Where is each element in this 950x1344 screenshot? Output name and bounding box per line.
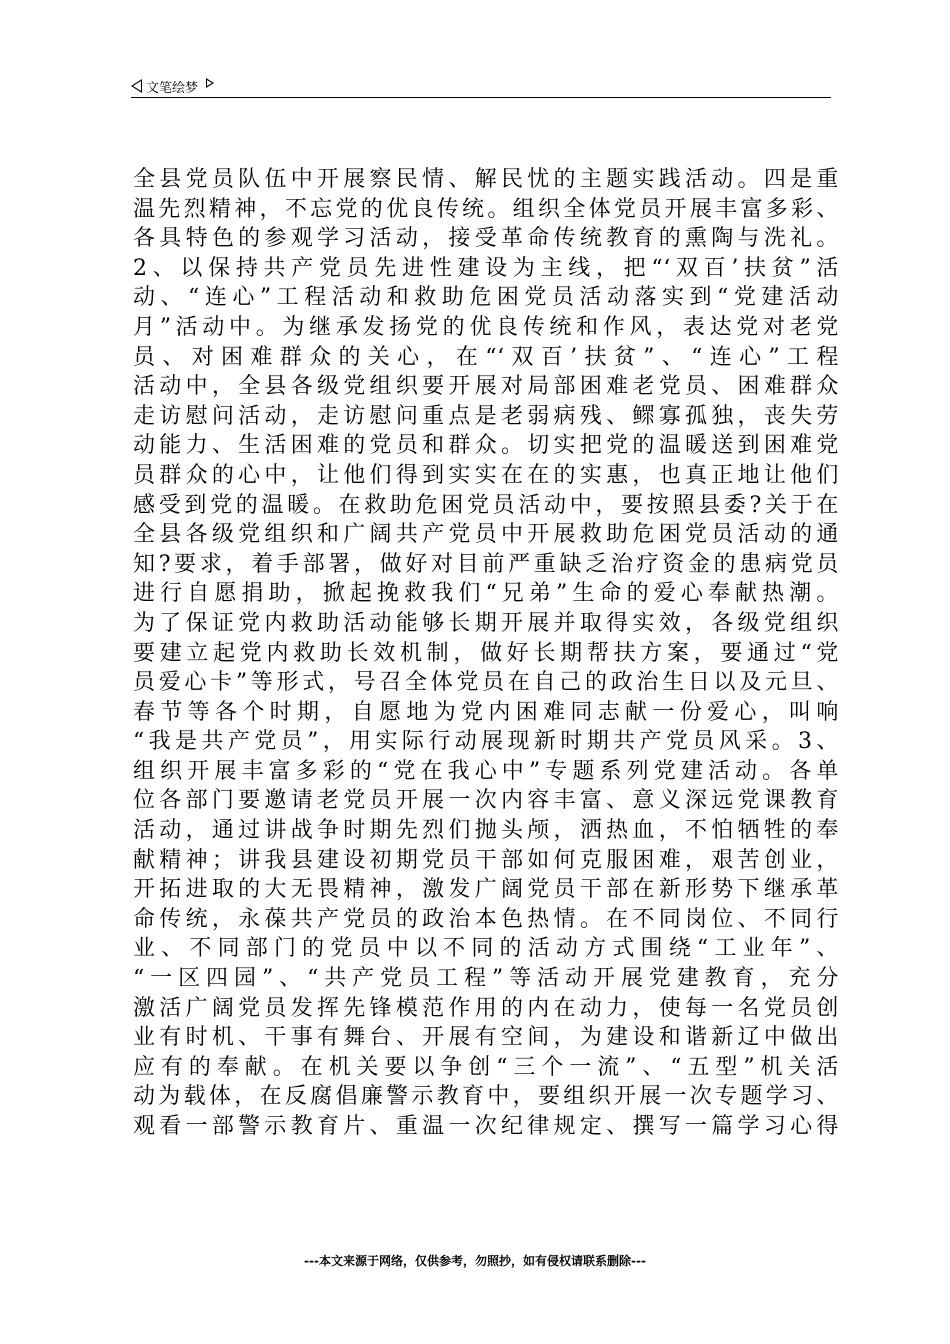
body-line: 激活广阔党员发挥先锋模范作用的内在动力，使每一名党员创 xyxy=(133,995,839,1021)
body-line: 全县党员队伍中开展察民情、解民忧的主题实践活动。四是重 xyxy=(133,167,839,192)
body-line: 知?要求，着手部署，做好对目前严重缺乏治疗资金的患病党员 xyxy=(133,551,839,577)
body-line: 走访慰问活动，走访慰问重点是老弱病残、鳏寡孤独，丧失劳 xyxy=(133,403,839,429)
body-line: 献精神；讲我县建设初期党员干部如何克服困难，艰苦创业， xyxy=(133,847,839,873)
body-line: 月”活动中。为继承发扬党的优良传统和作风，表达党对老党 xyxy=(133,314,839,340)
header-divider xyxy=(131,97,831,98)
body-line: 动、“连心”工程活动和救助危困党员活动落实到“党建活动 xyxy=(133,285,839,311)
triangle-right-icon xyxy=(206,78,214,88)
body-line: 员群众的心中，让他们得到实实在在的实惠，也真正地让他们 xyxy=(133,462,839,488)
body-line: 业、不同部门的党员中以不同的活动方式围绕“工业年”、 xyxy=(133,936,839,962)
body-line: 业有时机、干事有舞台、开展有空间，为建设和谐新辽中做出 xyxy=(133,1025,839,1051)
body-line: 命传统，永葆共产党员的政治本色热情。在不同岗位、不同行 xyxy=(133,906,839,932)
body-line: 全县各级党组织和广阔共产党员中开展救助危困党员活动的通 xyxy=(133,522,839,548)
body-line: “我是共产党员”，用实际行动展现新时期共产党员风采。3、 xyxy=(133,729,839,755)
body-line: 开拓进取的大无畏精神，激发广阔党员干部在新形势下继承革 xyxy=(133,877,839,903)
body-line: 动为载体，在反腐倡廉警示教育中，要组织开展一次专题学习、 xyxy=(133,1084,839,1110)
page-header xyxy=(131,76,831,96)
body-line: 感受到党的温暖。在救助危困党员活动中，要按照县委?关于在 xyxy=(133,492,839,518)
body-line: 观看一部警示教育片、重温一次纪律规定、撰写一篇学习心得 xyxy=(133,1114,839,1139)
body-line: 各具特色的参观学习活动，接受革命传统教育的熏陶与洗礼。 xyxy=(133,226,839,252)
header-title: 文笔绘梦 xyxy=(146,80,199,96)
footer-disclaimer: ---本文来源于网络，仅供参考，勿照抄，如有侵权请联系删除--- xyxy=(304,1254,646,1268)
body-line: 员、对困难群众的关心，在“‘双百’扶贫”、“连心”工程 xyxy=(133,344,839,370)
triangle-left-icon xyxy=(131,79,142,93)
body-line: 要建立起党内救助长效机制，做好长期帮扶方案，要通过“党 xyxy=(133,640,839,666)
body-line: 春节等各个时期，自愿地为党内困难同志献一份爱心，叫响 xyxy=(133,699,839,725)
body-line: 组织开展丰富多彩的“党在我心中”专题系列党建活动。各单 xyxy=(133,758,839,784)
body-line: 员爱心卡”等形式，号召全体党员在自己的政治生日以及元旦、 xyxy=(133,670,839,696)
body-line: 动能力、生活困难的党员和群众。切实把党的温暖送到困难党 xyxy=(133,433,839,459)
document-body xyxy=(133,165,839,1142)
body-line: 2、以保持共产党员先进性建设为主线，把“‘双百’扶贫”活 xyxy=(133,255,839,281)
body-line: 进行自愿捐助，掀起挽救我们“兄弟”生命的爱心奉献热潮。 xyxy=(133,581,839,607)
body-line: 应有的奉献。在机关要以争创“三个一流”、“五型”机关活 xyxy=(133,1054,839,1080)
body-line: 温先烈精神，不忘党的优良传统。组织全体党员开展丰富多彩、 xyxy=(133,196,839,222)
body-line: 位各部门要邀请老党员开展一次内容丰富、意义深远党课教育 xyxy=(133,788,839,814)
body-line: 活动中，全县各级党组织要开展对局部困难老党员、困难群众 xyxy=(133,374,839,400)
body-line: 为了保证党内救助活动能够长期开展并取得实效，各级党组织 xyxy=(133,610,839,636)
body-line: 活动，通过讲战争时期先烈们抛头颅，洒热血，不怕牺牲的奉 xyxy=(133,818,839,844)
body-line: “一区四园”、“共产党员工程”等活动开展党建教育，充分 xyxy=(133,966,839,992)
